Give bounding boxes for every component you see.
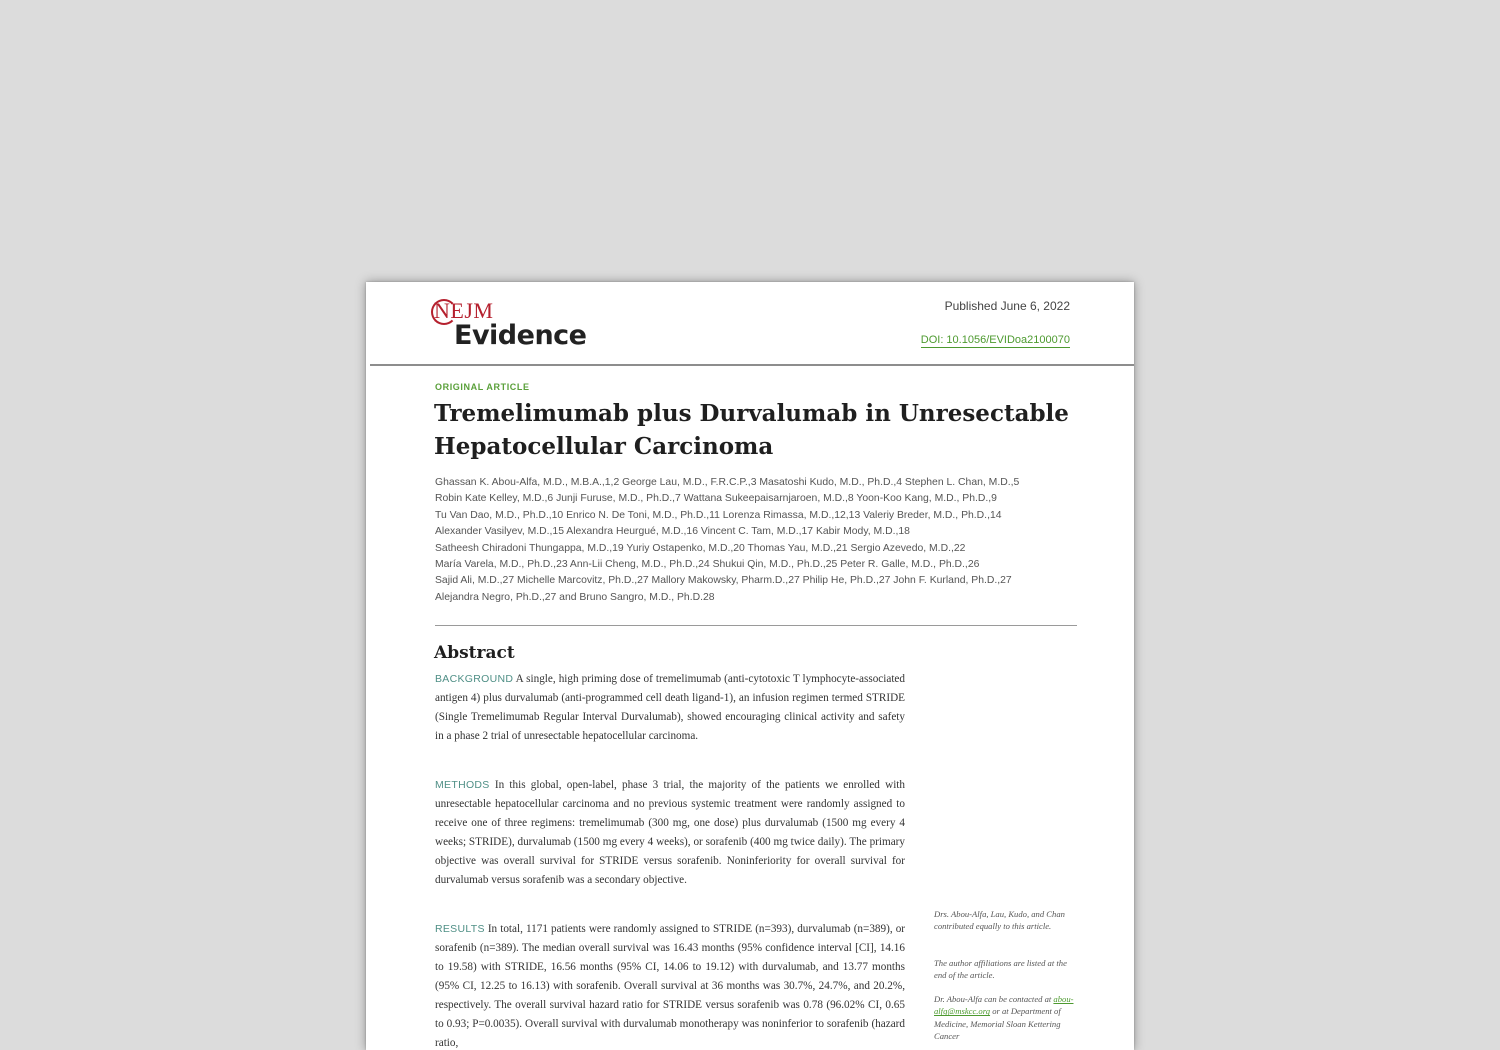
author-line: Alejandra Negro, Ph.D.,27 and Bruno Sangro, M.D., Ph.D.28 (435, 591, 715, 603)
contact-email-link[interactable]: abou-alfg@mskcc.org (934, 994, 1074, 1017)
article-page (366, 282, 1134, 1050)
methods-label: METHODS (435, 779, 490, 791)
background-text: A single, high priming dose of tremelimumab (anti-cytotoxic T lymphocyte-associated antigen 4) plus durvalumab (anti-programmed cell death ligand-1), an infusion regimen termed STRIDE (Single Tremelimumab Regular Interval Durvalumab), showed encouraging clinical activity and safety in a phase 2 trial of unresectable hepatocellular carcinoma. (435, 673, 905, 742)
abstract-heading: Abstract (434, 643, 515, 663)
sidenote-equal-contribution: Drs. Abou-Alfa, Lau, Kudo, and Chan contributed equally to this article. (934, 909, 1065, 932)
sidenote-contact (934, 993, 1074, 1043)
methods-text: In this global, open-label, phase 3 trial, the majority of the patients we enrolled with unresectable hepatocellular carcinoma and no previous systemic treatment were randomly assigned to receive one of three regimens: tremelimumab (300 mg, one dose) plus durvalumab (1500 mg every 4 weeks; STRIDE), durvalumab (1500 mg every 4 weeks), or sorafenib (400 mg twice daily). The primary objective was overall survival for STRIDE versus sorafenib. Noninferiority for overall survival for durvalumab versus sorafenib was a secondary objective. (435, 779, 906, 886)
logo-nejm-text: NEJM (434, 298, 494, 323)
author-line: Alexander Vasilyev, M.D.,15 Alexandra Heurgué, M.D.,16 Vincent C. Tam, M.D.,17 Kabir Mody, M.D.,18 (435, 526, 910, 538)
sidenote-affiliations: The author affiliations are listed at the end of the article. (934, 958, 1067, 981)
header-divider (370, 364, 1134, 366)
author-line: Robin Kate Kelley, M.D.,6 Junji Furuse, M.D., Ph.D.,7 Wattana Sukeepaisarnjaroen, M.D.,8 Yoon-Koo Kang, M.D., Ph.D.,9 (435, 493, 997, 505)
published-date: Published June 6, 2022 (944, 299, 1070, 313)
author-line: Satheesh Chiradoni Thungappa, M.D.,19 Yuriy Ostapenko, M.D.,20 Thomas Yau, M.D.,21 Sergio Azevedo, M.D.,22 (435, 542, 966, 554)
contact-prefix: Dr. Abou-Alfa can be contacted at (934, 994, 1052, 1004)
author-line: Ghassan K. Abou-Alfa, M.D., M.B.A.,1,2 George Lau, M.D., F.R.C.P.,3 Masatoshi Kudo, M.D., Ph.D.,4 Stephen L. Chan, M.D.,5 (435, 477, 1020, 488)
author-line: Sajid Ali, M.D.,27 Michelle Marcovitz, Ph.D.,27 Mallory Makowsky, Pharm.D.,27 Philip He, Ph.D.,27 John F. Kurland, Ph.D.,27 (435, 575, 1012, 587)
contact-suffix: or at Department of Medicine, Memorial Sloan Kettering Cancer (934, 1006, 1061, 1042)
article-title: Tremelimumab plus Durvalumab in Unresectable Hepatocellular Carcinoma (434, 400, 1069, 460)
logo-evidence-text: Evidence (454, 320, 587, 351)
abstract-background (435, 670, 905, 746)
section-label: ORIGINAL ARTICLE (435, 382, 530, 392)
results-label: RESULTS (435, 923, 485, 935)
author-line: Tu Van Dao, M.D., Ph.D.,10 Enrico N. De Toni, M.D., Ph.D.,11 Lorenza Rimassa, M.D.,12,13 Valeriy Breder, M.D., Ph.D.,14 (435, 509, 1002, 521)
abstract-methods (435, 776, 905, 890)
results-text: In total, 1171 patients were randomly assigned to STRIDE (n=393), durvalumab (n=389), or sorafenib (n=389). The median overall survival was 16.43 months (95% confidence interval [CI], 14.16 to 19.58) with STRIDE, 16.56 months (95% CI, 14.06 to 19.12) with durvalumab, and 13.77 months (95% CI, 12.25 to 16.13) with sorafenib. Overall survival at 36 months was 30.7%, 24.7%, and 20.2%, respectively. The overall survival hazard ratio for STRIDE versus sorafenib was 0.78 (96.02% CI, 0.65 to 0.93; P=0.0035). Overall survival with durvalumab monotherapy was noninferior to sorafenib (hazard ratio, (435, 923, 906, 1049)
background-label: BACKGROUND (435, 673, 514, 685)
nejm-evidence-logo[interactable] (434, 298, 614, 356)
author-line: María Varela, M.D., Ph.D.,23 Ann-Lii Cheng, M.D., Ph.D.,24 Shukui Qin, M.D., Ph.D.,25 Peter R. Galle, M.D., Ph.D.,26 (435, 559, 980, 571)
author-list (435, 475, 1075, 606)
abstract-results (435, 920, 905, 1050)
authors-divider (435, 625, 1077, 626)
doi-link[interactable]: DOI: 10.1056/EVIDoa2100070 (920, 334, 1070, 346)
